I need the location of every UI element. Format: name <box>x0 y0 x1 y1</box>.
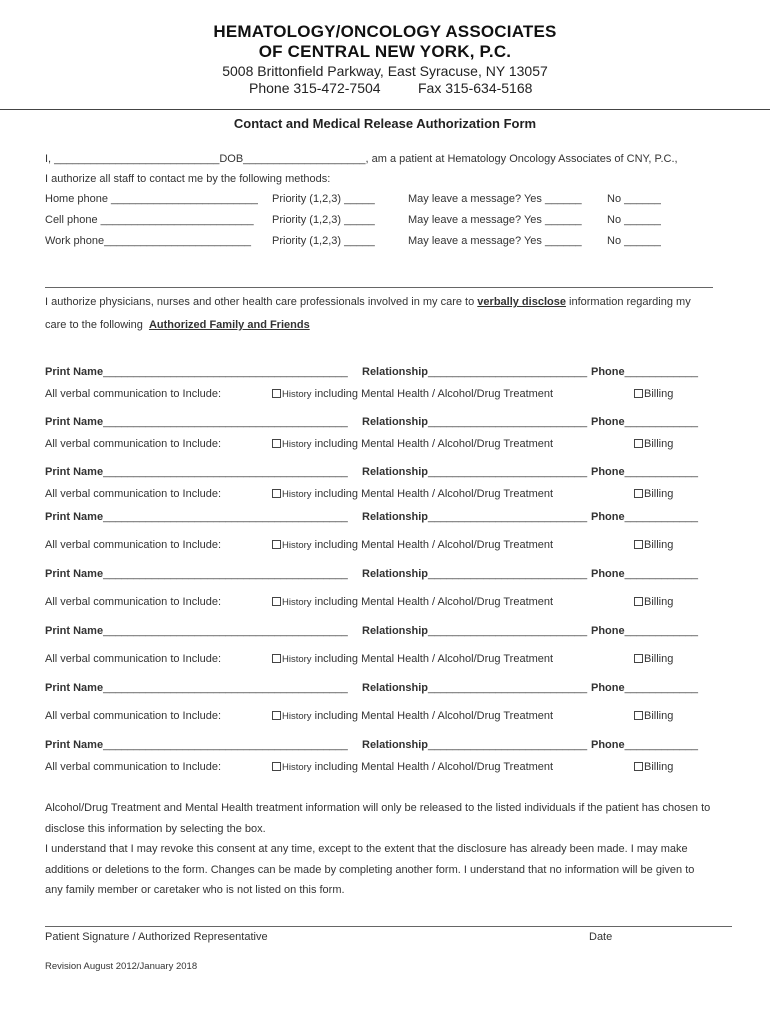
disclose-text-part1: I authorize physicians, nurses and other health care professionals involved in my care to <box>45 296 478 308</box>
billing-label: Billing <box>644 596 674 608</box>
history-label: History <box>282 439 312 450</box>
verbal-communication-label: All verbal communication to Include: <box>45 653 222 665</box>
phone-line[interactable]: ____________ <box>624 416 699 428</box>
print-name-label: Print Name <box>45 466 104 478</box>
billing-option[interactable] <box>634 539 673 551</box>
billing-label: Billing <box>644 710 674 722</box>
print-name-label: Print Name <box>45 682 104 694</box>
relationship-field[interactable] <box>362 366 587 378</box>
relationship-field[interactable] <box>362 625 587 637</box>
footer-p1-line1: Alcohol/Drug Treatment and Mental Health treatment information will only be released to the listed individuals if the patient has chosen to <box>45 802 711 814</box>
history-checkbox[interactable] <box>272 540 281 549</box>
org-name-line2: OF CENTRAL NEW YORK, P.C. <box>258 42 512 61</box>
billing-option[interactable] <box>634 438 673 450</box>
phone-field[interactable] <box>591 625 698 637</box>
history-option[interactable] <box>272 438 553 450</box>
contact-message-yes-field[interactable]: May leave a message? Yes ______ <box>408 193 582 205</box>
relationship-label: Relationship <box>362 625 429 637</box>
relationship-label: Relationship <box>362 511 429 523</box>
relationship-label: Relationship <box>362 416 429 428</box>
date-label: Date <box>589 931 613 943</box>
billing-option[interactable] <box>634 596 673 608</box>
phone-label: Phone <box>591 739 625 751</box>
phone-label: Phone <box>591 682 625 694</box>
print-name-label: Print Name <box>45 511 104 523</box>
print-name-field[interactable] <box>45 739 348 751</box>
phone-label: Phone <box>591 416 625 428</box>
phone-label: Phone <box>591 466 625 478</box>
phone-label: Phone <box>591 511 625 523</box>
verbal-communication-label: All verbal communication to Include: <box>45 488 222 500</box>
relationship-label: Relationship <box>362 366 429 378</box>
disclose-text-part2: information regarding my <box>565 296 691 308</box>
relationship-label: Relationship <box>362 568 429 580</box>
signature-line[interactable] <box>45 926 732 927</box>
print-name-label: Print Name <box>45 625 104 637</box>
authorized-family-emphasis: Authorized Family and Friends <box>148 319 310 331</box>
billing-option[interactable] <box>634 710 673 722</box>
billing-label: Billing <box>644 539 674 551</box>
print-name-field[interactable] <box>45 625 348 637</box>
billing-checkbox[interactable] <box>634 540 643 549</box>
phone-field[interactable] <box>591 568 698 580</box>
patient-name-dob-line[interactable]: I, ___________________________DOB____________________, am a patient at Hematology Oncology Associates of CNY, P.C., <box>45 153 678 165</box>
verbal-communication-label: All verbal communication to Include: <box>45 388 222 400</box>
contact-message-no-field[interactable]: No ______ <box>607 193 661 205</box>
history-option[interactable] <box>272 539 553 551</box>
org-name-line1: HEMATOLOGY/ONCOLOGY ASSOCIATES <box>213 22 557 41</box>
history-option[interactable] <box>272 388 553 400</box>
phone-field[interactable] <box>591 682 698 694</box>
contact-message-yes-field[interactable]: May leave a message? Yes ______ <box>408 235 582 247</box>
history-option[interactable] <box>272 761 553 773</box>
relationship-field[interactable] <box>362 511 587 523</box>
history-detail: including Mental Health / Alcohol/Drug Treatment <box>311 438 554 450</box>
history-option[interactable] <box>272 596 553 608</box>
billing-option[interactable] <box>634 653 673 665</box>
authorize-disclose-line2 <box>45 319 310 331</box>
form-title: Contact and Medical Release Authorization Form <box>233 116 537 131</box>
relationship-field[interactable] <box>362 568 587 580</box>
org-phone: Phone 315-472-7504 <box>249 80 381 96</box>
history-label: History <box>282 762 312 773</box>
history-label: History <box>282 711 312 722</box>
verbal-communication-label: All verbal communication to Include: <box>45 761 222 773</box>
history-detail: including Mental Health / Alcohol/Drug Treatment <box>311 596 554 608</box>
print-name-field[interactable] <box>45 416 348 428</box>
history-option[interactable] <box>272 653 553 665</box>
verbal-communication-label: All verbal communication to Include: <box>45 539 222 551</box>
print-name-line[interactable]: ________________________________________ <box>103 682 348 694</box>
print-name-field[interactable] <box>45 568 348 580</box>
history-checkbox[interactable] <box>272 389 281 398</box>
relationship-field[interactable] <box>362 466 587 478</box>
history-detail: including Mental Health / Alcohol/Drug Treatment <box>311 539 554 551</box>
authorize-disclose-line1 <box>45 296 691 308</box>
relationship-line[interactable]: __________________________ <box>428 739 588 751</box>
history-label: History <box>282 489 312 500</box>
billing-option[interactable] <box>634 488 673 500</box>
phone-line[interactable]: ____________ <box>624 511 699 523</box>
billing-checkbox[interactable] <box>634 439 643 448</box>
phone-field[interactable] <box>591 511 698 523</box>
billing-checkbox[interactable] <box>634 489 643 498</box>
billing-checkbox[interactable] <box>634 654 643 663</box>
verbal-communication-label: All verbal communication to Include: <box>45 438 222 450</box>
print-name-label: Print Name <box>45 416 104 428</box>
contact-priority-field[interactable]: Priority (1,2,3) _____ <box>272 193 375 205</box>
print-name-line[interactable]: ________________________________________ <box>103 416 348 428</box>
history-label: History <box>282 540 312 551</box>
contact-message-no-field[interactable]: No ______ <box>607 214 661 226</box>
print-name-line[interactable]: ________________________________________ <box>103 466 348 478</box>
billing-checkbox[interactable] <box>634 597 643 606</box>
print-name-label: Print Name <box>45 568 104 580</box>
phone-field[interactable] <box>591 739 698 751</box>
billing-checkbox[interactable] <box>634 711 643 720</box>
phone-line[interactable]: ____________ <box>624 682 699 694</box>
contact-message-no-field[interactable]: No ______ <box>607 235 661 247</box>
contact-priority-field[interactable]: Priority (1,2,3) _____ <box>272 214 375 226</box>
header-divider <box>0 109 770 110</box>
relationship-line[interactable]: __________________________ <box>428 366 588 378</box>
history-detail: including Mental Health / Alcohol/Drug Treatment <box>311 710 554 722</box>
relationship-line[interactable]: __________________________ <box>428 568 588 580</box>
billing-label: Billing <box>644 388 674 400</box>
relationship-field[interactable] <box>362 739 587 751</box>
relationship-line[interactable]: __________________________ <box>428 511 588 523</box>
print-name-line[interactable]: ________________________________________ <box>103 625 348 637</box>
org-fax: Fax 315-634-5168 <box>418 80 533 96</box>
history-option[interactable] <box>272 488 553 500</box>
billing-label: Billing <box>644 653 674 665</box>
relationship-line[interactable]: __________________________ <box>428 416 588 428</box>
footer-p2-line1: I understand that I may revoke this consent at any time, except to the extent that the disclosure has already been made. I may make <box>45 843 688 855</box>
verbal-communication-label: All verbal communication to Include: <box>45 710 222 722</box>
footer-p1-line2: disclose this information by selecting the box. <box>45 823 266 835</box>
contact-message-yes-field[interactable]: May leave a message? Yes ______ <box>408 214 582 226</box>
relationship-line[interactable]: __________________________ <box>428 682 588 694</box>
history-detail: including Mental Health / Alcohol/Drug Treatment <box>311 388 554 400</box>
print-name-label: Print Name <box>45 739 104 751</box>
relationship-line[interactable]: __________________________ <box>428 625 588 637</box>
print-name-field[interactable] <box>45 511 348 523</box>
phone-line[interactable]: ____________ <box>624 568 699 580</box>
history-label: History <box>282 654 312 665</box>
print-name-field[interactable] <box>45 682 348 694</box>
phone-label: Phone <box>591 366 625 378</box>
section-divider <box>45 287 713 288</box>
phone-label: Phone <box>591 568 625 580</box>
relationship-label: Relationship <box>362 682 429 694</box>
history-checkbox[interactable] <box>272 597 281 606</box>
relationship-field[interactable] <box>362 682 587 694</box>
phone-line[interactable]: ____________ <box>624 739 699 751</box>
verbally-disclose-emphasis: verbally disclose <box>477 296 566 308</box>
phone-field[interactable] <box>591 416 698 428</box>
print-name-label: Print Name <box>45 366 104 378</box>
contact-phone-field[interactable]: Home phone ________________________ <box>45 193 258 205</box>
billing-label: Billing <box>644 761 674 773</box>
print-name-line[interactable]: ________________________________________ <box>103 568 348 580</box>
disclose-line2-prefix: care to the following <box>45 319 149 331</box>
revision-note: Revision August 2012/January 2018 <box>45 961 198 972</box>
footer-p2-line2: additions or deletions to the form. Changes can be made by completing another form. I understand that no information will be given to <box>45 864 695 876</box>
billing-label: Billing <box>644 438 674 450</box>
relationship-label: Relationship <box>362 739 429 751</box>
print-name-field[interactable] <box>45 466 348 478</box>
phone-label: Phone <box>591 625 625 637</box>
contact-phone-field[interactable]: Cell phone _________________________ <box>45 214 254 226</box>
verbal-communication-label: All verbal communication to Include: <box>45 596 222 608</box>
billing-option[interactable] <box>634 761 673 773</box>
history-checkbox[interactable] <box>272 654 281 663</box>
authorize-contact-text: I authorize all staff to contact me by the following methods: <box>45 173 331 185</box>
history-label: History <box>282 597 312 608</box>
footer-p2-line3: any family member or caretaker who is not listed on this form. <box>45 884 345 896</box>
phone-line[interactable]: ____________ <box>624 625 699 637</box>
billing-label: Billing <box>644 488 674 500</box>
relationship-line[interactable]: __________________________ <box>428 466 588 478</box>
history-checkbox[interactable] <box>272 489 281 498</box>
print-name-line[interactable]: ________________________________________ <box>103 366 348 378</box>
phone-line[interactable]: ____________ <box>624 366 699 378</box>
signature-label: Patient Signature / Authorized Representative <box>45 931 268 943</box>
billing-checkbox[interactable] <box>634 389 643 398</box>
contact-phone-field[interactable]: Work phone________________________ <box>45 235 251 247</box>
relationship-field[interactable] <box>362 416 587 428</box>
history-detail: including Mental Health / Alcohol/Drug Treatment <box>311 653 554 665</box>
print-name-line[interactable]: ________________________________________ <box>103 511 348 523</box>
history-checkbox[interactable] <box>272 762 281 771</box>
billing-option[interactable] <box>634 388 673 400</box>
phone-line[interactable]: ____________ <box>624 466 699 478</box>
print-name-field[interactable] <box>45 366 348 378</box>
relationship-label: Relationship <box>362 466 429 478</box>
history-checkbox[interactable] <box>272 439 281 448</box>
billing-checkbox[interactable] <box>634 762 643 771</box>
phone-field[interactable] <box>591 466 698 478</box>
print-name-line[interactable]: ________________________________________ <box>103 739 348 751</box>
history-detail: including Mental Health / Alcohol/Drug Treatment <box>311 761 554 773</box>
history-label: History <box>282 389 312 400</box>
phone-field[interactable] <box>591 366 698 378</box>
history-detail: including Mental Health / Alcohol/Drug Treatment <box>311 488 554 500</box>
history-option[interactable] <box>272 710 553 722</box>
contact-priority-field[interactable]: Priority (1,2,3) _____ <box>272 235 375 247</box>
org-address: 5008 Brittonfield Parkway, East Syracuse, NY 13057 <box>222 63 548 79</box>
history-checkbox[interactable] <box>272 711 281 720</box>
